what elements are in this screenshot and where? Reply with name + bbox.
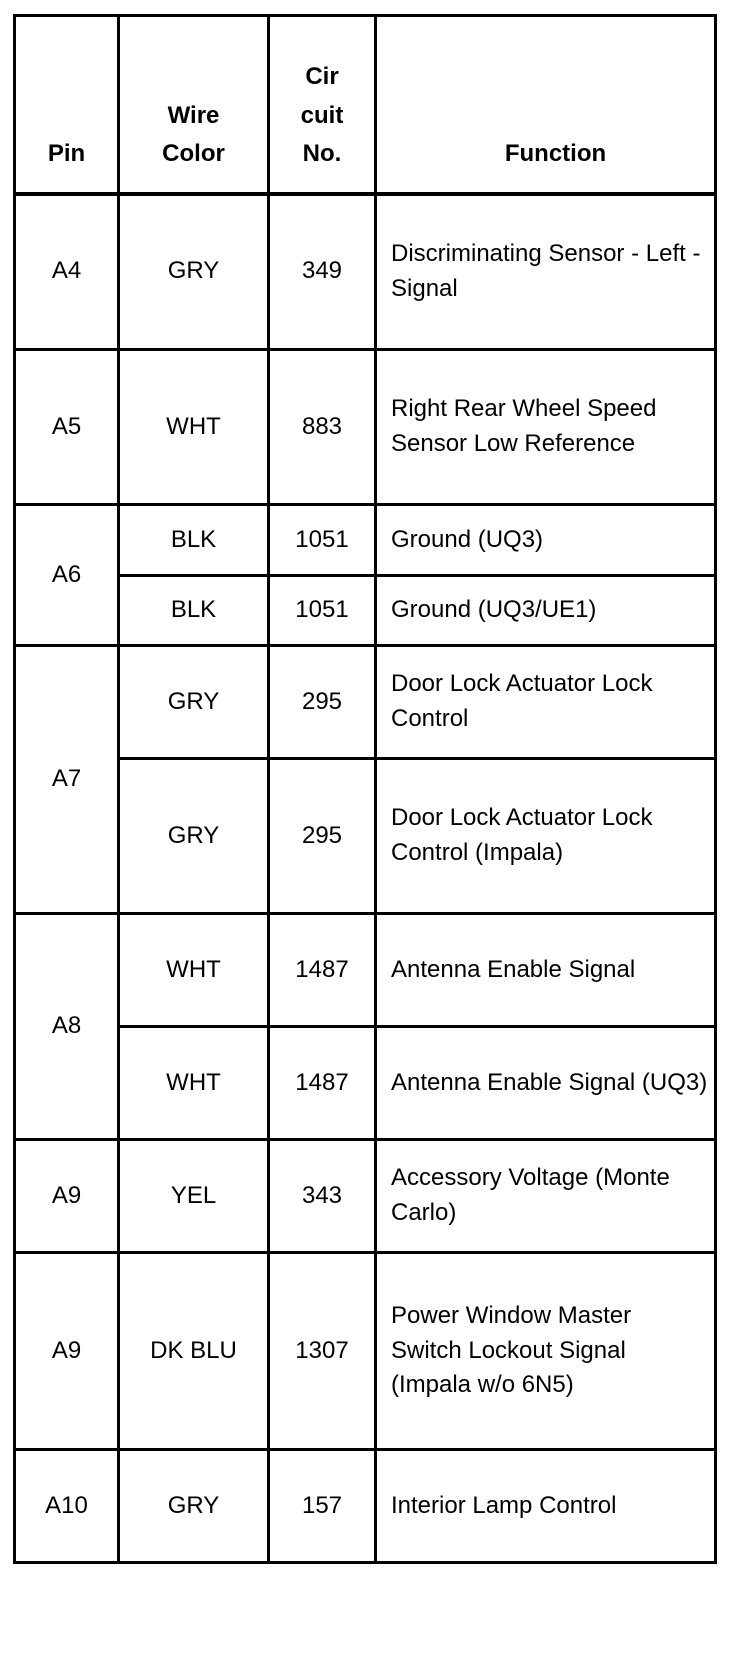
function-cell: Accessory Voltage (Monte Carlo): [376, 1140, 716, 1253]
wire-color-cell: YEL: [119, 1140, 269, 1253]
header-circuit-line-3: No.: [302, 140, 342, 168]
circuit-cell: 1307: [269, 1253, 376, 1450]
wire-color-cell: GRY: [119, 1450, 269, 1563]
header-circuit-no: [269, 16, 376, 194]
table-row: [15, 350, 716, 505]
table-row: [15, 505, 716, 576]
circuit-cell: 1487: [269, 1027, 376, 1140]
wire-color-cell: DK BLU: [119, 1253, 269, 1450]
pin-cell: A9: [15, 1253, 119, 1450]
table-row: [15, 1253, 716, 1450]
circuit-cell: 157: [269, 1450, 376, 1563]
pin-cell: A6: [15, 505, 119, 646]
connector-pinout-table: [13, 14, 717, 1564]
table-row: [15, 576, 716, 646]
wire-color-cell: WHT: [119, 350, 269, 505]
pin-cell: A10: [15, 1450, 119, 1563]
function-cell: Right Rear Wheel Speed Sensor Low Reference: [376, 350, 716, 505]
header-circuit-line-2: cuit: [300, 101, 344, 129]
wire-color-cell: GRY: [119, 646, 269, 759]
circuit-cell: 295: [269, 646, 376, 759]
table-row: [15, 646, 716, 759]
pin-cell: A4: [15, 194, 119, 350]
table-row: [15, 1027, 716, 1140]
table-header-row: [15, 16, 716, 194]
pin-cell: A5: [15, 350, 119, 505]
function-cell: Door Lock Actuator Lock Control (Impala): [376, 759, 716, 914]
circuit-cell: 295: [269, 759, 376, 914]
table-row: [15, 1140, 716, 1253]
wire-color-cell: WHT: [119, 914, 269, 1027]
header-circuit-line-1: Cir: [305, 63, 339, 91]
function-cell: Power Window Master Switch Lockout Signal (Impala w/o 6N5): [376, 1253, 716, 1450]
function-cell: Ground (UQ3/UE1): [376, 576, 716, 646]
pin-cell: A9: [15, 1140, 119, 1253]
pin-cell: A8: [15, 914, 119, 1140]
table-row: [15, 914, 716, 1027]
table-row: [15, 194, 716, 350]
circuit-cell: 1487: [269, 914, 376, 1027]
function-cell: Antenna Enable Signal: [376, 914, 716, 1027]
wire-color-cell: BLK: [119, 505, 269, 576]
function-cell: Discriminating Sensor - Left - Signal: [376, 194, 716, 350]
circuit-cell: 1051: [269, 505, 376, 576]
circuit-cell: 883: [269, 350, 376, 505]
table-row: [15, 1450, 716, 1563]
table-row: [15, 759, 716, 914]
function-cell: Ground (UQ3): [376, 505, 716, 576]
function-cell: Interior Lamp Control: [376, 1450, 716, 1563]
circuit-cell: 343: [269, 1140, 376, 1253]
wire-color-cell: GRY: [119, 759, 269, 914]
header-pin: Pin: [15, 16, 119, 194]
function-cell: Antenna Enable Signal (UQ3): [376, 1027, 716, 1140]
function-cell: Door Lock Actuator Lock Control: [376, 646, 716, 759]
wire-color-cell: GRY: [119, 194, 269, 350]
wire-color-cell: BLK: [119, 576, 269, 646]
header-wire-color: [119, 16, 269, 194]
wire-color-cell: WHT: [119, 1027, 269, 1140]
pin-cell: A7: [15, 646, 119, 914]
circuit-cell: 1051: [269, 576, 376, 646]
header-function: Function: [376, 16, 716, 194]
circuit-cell: 349: [269, 194, 376, 350]
header-wire-color-line-2: Color: [162, 140, 225, 168]
header-wire-color-line-1: Wire: [167, 101, 220, 129]
